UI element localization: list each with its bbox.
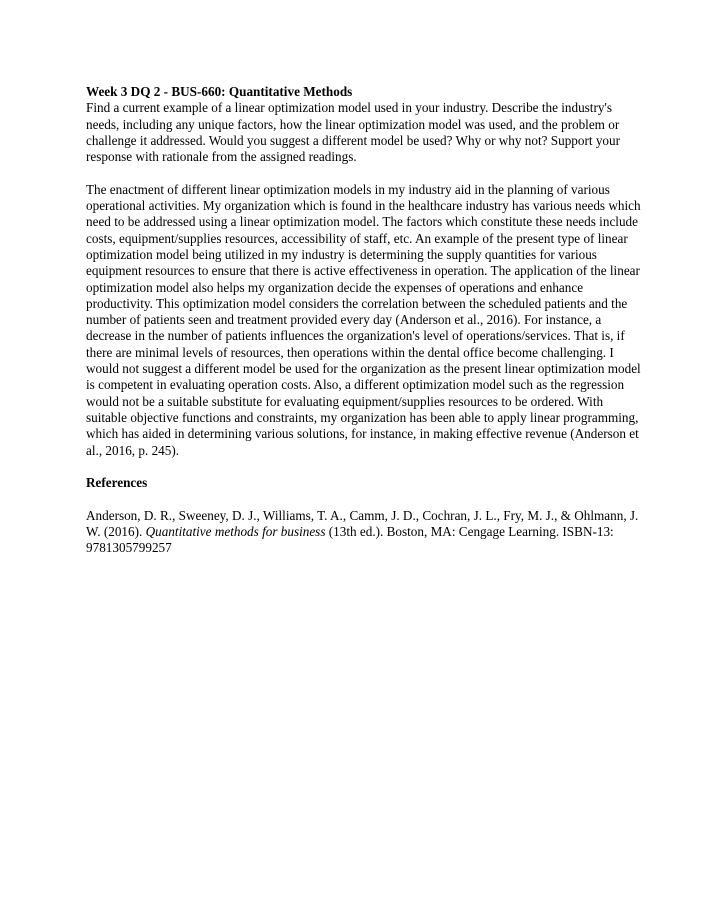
prompt-text: Find a current example of a linear optimization model used in your industry. Describe the industry's needs, including any unique factors, how the linear optimization model was used, and the problem or challenge it addressed. Would you suggest a different model be used? Why or why not? Support your response with rationale from the assigned readings. — [86, 100, 621, 165]
reference-authors: Anderson, D. R., Sweeney, D. J., Williams, T. A., Camm, J. D., Cochran, J. L., Fry, M. J., & Ohlmann, J. W. (2016). — [86, 507, 639, 540]
document-title: Week 3 DQ 2 - BUS-660: Quantitative Methods — [86, 84, 353, 99]
references-heading: References — [86, 475, 148, 491]
prompt-block — [86, 84, 642, 165]
reference-title: Quantitative methods for business — [145, 524, 326, 540]
reference-publication: (13th ed.). Boston, MA: Cengage Learning. ISBN-13: 9781305799257 — [86, 524, 614, 556]
document-page — [86, 84, 642, 557]
response-paragraph: The enactment of different linear optimization models in my industry aid in the planning of various operational activities. My organization which is found in the healthcare industry has various needs which need to be addressed using a linear optimization model. The factors which constitute these needs include costs, equipment/supplies resources, accessibility of staff, etc. An example of the present type of linear optimization model being utilized in my industry is determining the supply quantities for various equipment resources to ensure that there is active effectiveness in operation. The application of the linear optimization model also helps my organization decide the expenses of operations and enhance productivity. This optimization model considers the correlation between the scheduled patients and the number of patients seen and treatment provided every day (Anderson et al., 2016). For instance, a decrease in the number of patients influences the organization's level of operations/services. That is, if there are minimal levels of resources, then operations within the dental office become challenging. I would not suggest a different model be used for the organization as the present linear optimization model is competent in evaluating operation costs. Also, a different optimization model such as the regression would not be a suitable substitute for evaluating equipment/supplies resources to be ordered. With suitable objective functions and constraints, my organization has been able to apply linear programming, which has aided in determining various solutions, for instance, in making effective revenue (Anderson et al., 2016, p. 245). — [86, 181, 641, 458]
reference-entry — [86, 508, 642, 557]
